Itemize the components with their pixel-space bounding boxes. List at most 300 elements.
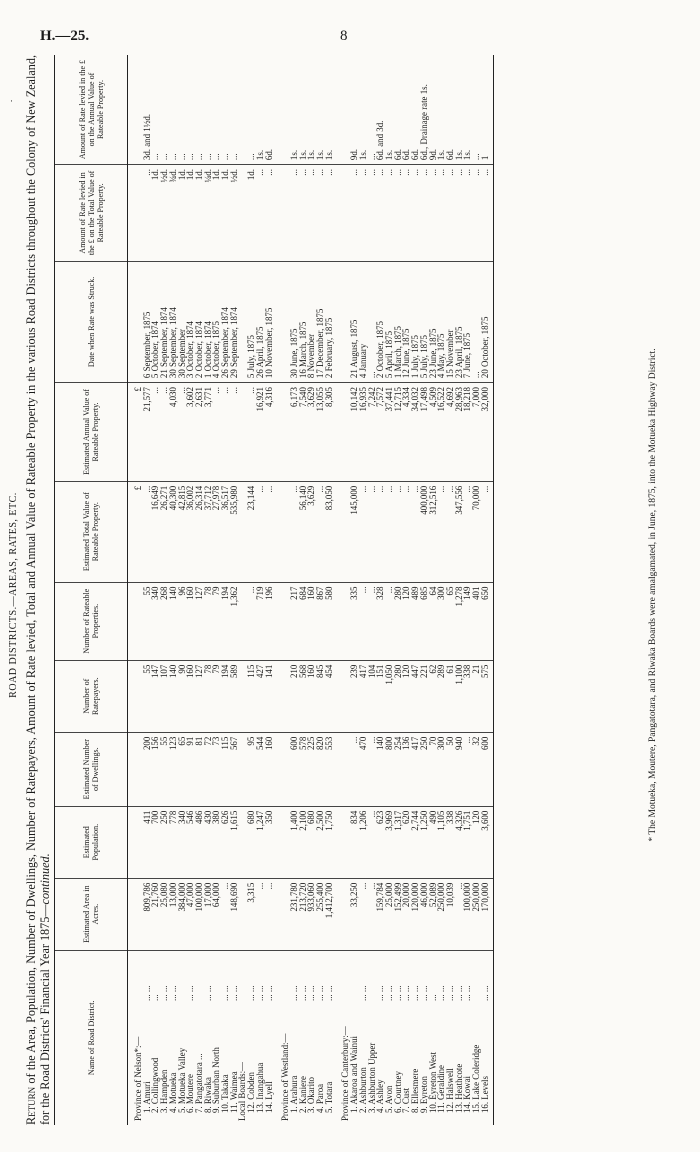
cell-area: ...: [455, 878, 464, 950]
cell-props: 335: [350, 582, 359, 660]
cell-rt: ...: [256, 165, 265, 262]
cell-annual: ...: [160, 383, 169, 482]
cell-annual: [238, 383, 247, 482]
cell-props: 196: [265, 582, 274, 660]
cell-total: 16,649: [151, 481, 160, 582]
cell-total: ...: [359, 481, 368, 582]
cell-props: 127: [195, 582, 204, 660]
cell-ra: 6d.: [394, 55, 403, 165]
cell-date: 7 June, 1875: [463, 261, 472, 382]
district-name: 10. Eyreton West: [427, 1052, 438, 1113]
cell-payers: [333, 660, 350, 732]
cell-props: 401: [472, 582, 481, 660]
cell-payers: 575: [481, 660, 494, 732]
cell-date: 30 June, 1875: [290, 261, 299, 382]
cell-rt: [333, 165, 350, 262]
column-header: Number of Ratepayers.: [55, 660, 128, 732]
leader-dots: ... ...: [263, 985, 274, 1001]
cell-pop: 250: [160, 806, 169, 878]
cell-payers: 141: [265, 660, 274, 732]
cell-ra: 6d. and 3d.: [376, 55, 385, 165]
footnote: * The Motueka, Moutere, Pangatotara, and Riwaka Boards were amalgamated, in June, 1875, into the Motueka Highway District.: [648, 348, 658, 842]
cell-total: ...: [481, 481, 494, 582]
cell-rt: ...: [307, 165, 316, 262]
cell-payers: 78: [204, 660, 213, 732]
cell-area: 933,060: [307, 878, 316, 950]
leader-dots: ... ...: [479, 985, 490, 1001]
cell-dwell: 91: [186, 732, 195, 806]
cell-total: 27,978: [212, 481, 221, 582]
leader-dots: ...: [427, 994, 438, 1001]
cell-annual: 6,173: [290, 383, 299, 482]
cell-ra: 1s.: [307, 55, 316, 165]
cell-rt: ...: [368, 165, 377, 262]
table-row: [481, 55, 494, 1125]
cell-annual: 12,715: [394, 383, 403, 482]
cell-rt: [128, 165, 143, 262]
column-header: Amount of Rate levied in the £ on the Annual Value of Rateable Property.: [55, 55, 128, 165]
cell-payers: [128, 660, 143, 732]
cell-rt: ½d.: [160, 165, 169, 262]
cell-annual: [333, 383, 350, 482]
cell-rt: ...: [481, 165, 494, 262]
cell-props: 1,362: [230, 582, 239, 660]
cell-payers: 61: [446, 660, 455, 732]
district-name: 9. Suburban North: [211, 1047, 222, 1113]
cell-payers: 147: [151, 660, 160, 732]
cell-annual: 10,142: [350, 383, 359, 482]
cell-annual: 4,316: [265, 383, 274, 482]
cell-props: [238, 582, 247, 660]
cell-total: ...: [290, 481, 299, 582]
cell-date: 4 January: [359, 261, 368, 382]
cell-rt: 1d.: [178, 165, 187, 262]
cell-annual: 3,629: [307, 383, 316, 482]
cell-total: 23,144: [247, 481, 256, 582]
title-suffix: continued.: [38, 853, 52, 905]
cell-rt: ...: [437, 165, 446, 262]
cell-ra: 1s.: [437, 55, 446, 165]
cell-rt: ...: [316, 165, 325, 262]
cell-total: ...: [394, 481, 403, 582]
cell-dwell: 156: [151, 732, 160, 806]
cell-date: 23 June, 1875: [429, 261, 438, 382]
cell-total: 312,516: [429, 481, 438, 582]
cell-area: 100,000: [463, 878, 472, 950]
leader-dots: ... ...: [185, 985, 196, 1001]
cell-rt: ...: [455, 165, 464, 262]
page-number: 8: [340, 28, 348, 44]
district-name: 9. Eyreton: [418, 1076, 429, 1113]
cell-pop: 430: [204, 806, 213, 878]
cell-annual: 7,540: [299, 383, 308, 482]
cell-area: 120,000: [411, 878, 420, 950]
cell-payers: 289: [437, 660, 446, 732]
cell-date: 5 July, 1875: [420, 261, 429, 382]
cell-date: 26 September, 1874: [221, 261, 230, 382]
district-name: Province of Nelson*:—: [133, 1036, 143, 1121]
cell-area: 46,000: [420, 878, 429, 950]
district-name: 11. Geraldine: [436, 1065, 447, 1113]
cell-rt: ¼d.: [204, 165, 213, 262]
column-header: Estimated Annual Value of Rateable Property.: [55, 383, 128, 482]
cell-date: 30 September: [178, 261, 187, 382]
cell-total: 42,815: [178, 481, 187, 582]
cell-rt: ...: [429, 165, 438, 262]
district-name: 6. Courtney: [392, 1071, 403, 1113]
cell-ra: ...: [204, 55, 213, 165]
cell-rt: ...: [420, 165, 429, 262]
leader-dots: ... ...: [159, 985, 170, 1001]
cell-rt: ...: [376, 165, 385, 262]
cell-total: 400,000: [420, 481, 429, 582]
cell-payers: 120: [402, 660, 411, 732]
cell-rt: 1d.: [151, 165, 160, 262]
cell-pop: 834: [350, 806, 359, 878]
cell-dwell: 55: [160, 732, 169, 806]
cell-pop: [273, 806, 290, 878]
cell-props: 140: [169, 582, 178, 660]
table-row: [265, 55, 274, 1125]
district-name: 11. Waimea: [228, 1071, 239, 1113]
cell-dwell: 70: [429, 732, 438, 806]
cell-area: 21,760: [151, 878, 160, 950]
cell-total: ...: [143, 481, 152, 582]
cell-ra: 9d.: [350, 55, 359, 165]
cell-total: [273, 481, 290, 582]
cell-ra: 6d., Drainage rate 1s.: [420, 55, 429, 165]
cell-ra: [273, 55, 290, 165]
cell-pop: 1,247: [256, 806, 265, 878]
district-name: 12. Halswell: [444, 1068, 455, 1113]
cell-date: 1 March, 1875: [394, 261, 403, 382]
district-name: 12. Cobden: [246, 1072, 257, 1113]
cell-props: 328: [376, 582, 385, 660]
cell-annual: 37,441: [385, 383, 394, 482]
cell-date: 21 September, 1874: [160, 261, 169, 382]
cell-props: 300: [437, 582, 446, 660]
cell-date: 2 October, 1874: [195, 261, 204, 382]
cell-ra: 1s.: [385, 55, 394, 165]
cell-dwell: 417: [411, 732, 420, 806]
cell-ra: [238, 55, 247, 165]
cell-date: 10 November, 1875: [265, 261, 274, 382]
cell-annual: 28,963: [455, 383, 464, 482]
district-name: 4. Paroa: [315, 1083, 326, 1113]
cell-annual: 4,030: [169, 383, 178, 482]
cell-area: 384,000: [178, 878, 187, 950]
cell-payers: 160: [186, 660, 195, 732]
cell-total: ...: [446, 481, 455, 582]
cell-area: 52,089: [429, 878, 438, 950]
cell-dwell: 600: [290, 732, 299, 806]
cell-props: 160: [307, 582, 316, 660]
leader-dots: ...: [150, 994, 161, 1001]
cell-rt: ...: [472, 165, 481, 262]
district-name: 2. Collingwood: [150, 1057, 161, 1113]
cell-payers: 447: [411, 660, 420, 732]
leader-dots: ... ...: [462, 985, 473, 1001]
cell-annual: 17,498: [420, 383, 429, 482]
cell-date: 3 October, 1874: [186, 261, 195, 382]
cell-ra: 1s.: [299, 55, 308, 165]
cell-total: 83,050: [325, 481, 334, 582]
cell-dwell: ...: [463, 732, 472, 806]
cell-annual: 4,692: [446, 383, 455, 482]
district-name: Local Boards:—: [237, 1062, 248, 1121]
cell-total: £: [128, 481, 143, 582]
cell-rt: 1d.: [247, 165, 256, 262]
cell-props: ...: [368, 582, 377, 660]
cell-dwell: [128, 732, 143, 806]
column-header: Estimated Population.: [55, 806, 128, 878]
cell-payers: 127: [195, 660, 204, 732]
cell-total: ...: [411, 481, 420, 582]
leader-dots: ... ...: [220, 985, 231, 1001]
cell-payers: 845: [316, 660, 325, 732]
cell-props: 867: [316, 582, 325, 660]
leader-dots: ... ...: [228, 985, 239, 1001]
district-name-cell: [128, 950, 143, 1125]
cell-ra: ...: [368, 55, 377, 165]
cell-total: 40,300: [169, 481, 178, 582]
district-name: 13. Inangahua: [254, 1062, 265, 1113]
cell-area: 25,080: [160, 878, 169, 950]
district-name: 15. Lake Coleridge: [471, 1044, 482, 1113]
cell-dwell: 578: [299, 732, 308, 806]
cell-rt: ...: [394, 165, 403, 262]
leader-dots: ... ...: [453, 985, 464, 1001]
cell-ra: ...: [186, 55, 195, 165]
cell-ra: [128, 55, 143, 165]
cell-date: 4 May, 1875: [437, 261, 446, 382]
title-prefix: Return: [24, 1086, 38, 1125]
cell-date: 30 September, 1874: [169, 261, 178, 382]
cell-pop: 350: [265, 806, 274, 878]
cell-total: ...: [402, 481, 411, 582]
speck-mark: ·: [10, 96, 13, 106]
cell-props: 96: [178, 582, 187, 660]
cell-props: 64: [429, 582, 438, 660]
cell-rt: ...: [143, 165, 152, 262]
cell-pop: 3,969: [385, 806, 394, 878]
leader-dots: ... ...: [254, 985, 265, 1001]
cell-pop: 4,326: [455, 806, 464, 878]
cell-payers: 140: [169, 660, 178, 732]
cell-rt: 1d.: [221, 165, 230, 262]
cell-ra: 1s.: [325, 55, 334, 165]
cell-date: 16 March, 1875: [299, 261, 308, 382]
cell-pop: 1,206: [359, 806, 368, 878]
district-name: 1. Amuri: [141, 1081, 152, 1113]
cell-pop: 1,250: [420, 806, 429, 878]
district-name: 7. Pangatotara ...: [193, 1053, 204, 1113]
cell-rt: 1d.: [186, 165, 195, 262]
cell-date: 2 February, 1875: [325, 261, 334, 382]
cell-ra: ...: [178, 55, 187, 165]
cell-total: 26,314: [195, 481, 204, 582]
cell-pop: 2,744: [411, 806, 420, 878]
column-header: Estimated Area in Acres.: [55, 878, 128, 950]
cell-dwell: [333, 732, 350, 806]
cell-area: ...: [221, 878, 230, 950]
cell-pop: 1,615: [230, 806, 239, 878]
district-name-cell: [325, 950, 334, 1125]
leader-dots: ... ...: [141, 985, 152, 1001]
rotated-table-region: [8, 45, 668, 1145]
leader-dots: ... ...: [306, 985, 317, 1001]
cell-date: 2 October, 1875: [376, 261, 385, 382]
header-row: [55, 55, 128, 1125]
cell-annual: 7,572: [376, 383, 385, 482]
cell-pop: 3,600: [481, 806, 494, 878]
cell-rt: ¾d.: [169, 165, 178, 262]
cell-payers: 160: [307, 660, 316, 732]
cell-date: [273, 261, 290, 382]
table-row: [333, 55, 350, 1125]
cell-props: 719: [256, 582, 265, 660]
leader-dots: ... ...: [288, 985, 299, 1001]
cell-rt: 1d.: [195, 165, 204, 262]
cell-ra: ...: [195, 55, 204, 165]
cell-pop: 680: [247, 806, 256, 878]
cell-rt: ...: [463, 165, 472, 262]
cell-pop: 1,105: [437, 806, 446, 878]
cell-rt: ...: [385, 165, 394, 262]
cell-dwell: 32: [472, 732, 481, 806]
document-reference: H.—25.: [40, 28, 90, 44]
cell-payers: [273, 660, 290, 732]
cell-payers: 280: [394, 660, 403, 732]
cell-annual: 8,305: [325, 383, 334, 482]
cell-props: 194: [221, 582, 230, 660]
cell-rt: ...: [290, 165, 299, 262]
cell-props: [273, 582, 290, 660]
cell-dwell: 115: [221, 732, 230, 806]
district-name: 1. Arahura: [288, 1075, 299, 1113]
cell-dwell: 600: [481, 732, 494, 806]
cell-ra: 1: [481, 55, 494, 165]
cell-pop: 700: [151, 806, 160, 878]
cell-props: 280: [394, 582, 403, 660]
cell-props: [333, 582, 350, 660]
cell-props: 79: [212, 582, 221, 660]
cell-props: 684: [299, 582, 308, 660]
cell-area: ...: [256, 878, 265, 950]
cell-date: 5 April, 1875: [385, 261, 394, 382]
cell-props: 160: [186, 582, 195, 660]
cell-area: 13,000: [169, 878, 178, 950]
cell-area: 100,000: [195, 878, 204, 950]
district-name: 14. Lyell: [263, 1081, 274, 1113]
cell-annual: 16,921: [256, 383, 265, 482]
cell-dwell: 65: [178, 732, 187, 806]
cell-area: 170,000: [481, 878, 494, 950]
cell-props: 217: [290, 582, 299, 660]
cell-ra: ...: [169, 55, 178, 165]
cell-props: 580: [325, 582, 334, 660]
cell-ra: 6d.: [402, 55, 411, 165]
cell-ra: 1s.: [316, 55, 325, 165]
cell-props: 489: [411, 582, 420, 660]
cell-dwell: 820: [316, 732, 325, 806]
cell-pop: ...: [368, 806, 377, 878]
cell-date: 29 September, 1874: [230, 261, 239, 382]
cell-area: 152,499: [394, 878, 403, 950]
cell-annual: 18,218: [463, 383, 472, 482]
cell-payers: 151: [376, 660, 385, 732]
cell-dwell: 81: [195, 732, 204, 806]
cell-props: 1,278: [455, 582, 464, 660]
district-name: 4. Ashley: [375, 1079, 386, 1113]
cell-pop: 2,100: [299, 806, 308, 878]
cell-pop: 2,500: [316, 806, 325, 878]
district-name: 4. Motueka: [167, 1072, 178, 1113]
cell-props: 78: [204, 582, 213, 660]
cell-pop: 778: [169, 806, 178, 878]
leader-dots: ... ...: [410, 985, 421, 1001]
cell-area: 33,250: [350, 878, 359, 950]
cell-annual: [273, 383, 290, 482]
cell-payers: 589: [230, 660, 239, 732]
cell-ra: 1s.: [256, 55, 265, 165]
cell-ra: 1s.: [463, 55, 472, 165]
cell-total: 347,556: [455, 481, 464, 582]
cell-total: 145,000: [350, 481, 359, 582]
column-header: Estimated Total Value of Rateable Property.: [55, 481, 128, 582]
section-title: ROAD DISTRICTS.—AREAS, RATES, ETC.: [8, 492, 19, 698]
cell-total: ...: [368, 481, 377, 582]
cell-date: 6 September, 1875: [143, 261, 152, 382]
cell-annual: ...: [247, 383, 256, 482]
district-name: 3. Okarito: [306, 1077, 317, 1113]
cell-area: ...: [368, 878, 377, 950]
cell-payers: 1,100: [455, 660, 464, 732]
road-district-table: [54, 55, 494, 1125]
cell-annual: 2,631: [195, 383, 204, 482]
cell-props: 650: [481, 582, 494, 660]
cell-pop: 490: [429, 806, 438, 878]
cell-area: 20,000: [402, 878, 411, 950]
cell-annual: ...: [212, 383, 221, 482]
cell-total: 36,517: [221, 481, 230, 582]
cell-payers: 115: [247, 660, 256, 732]
cell-pop: 680: [307, 806, 316, 878]
cell-area: 250,000: [472, 878, 481, 950]
cell-total: ...: [437, 481, 446, 582]
cell-date: 26 April, 1875: [256, 261, 265, 382]
cell-annual: 16,522: [437, 383, 446, 482]
cell-annual: 3,602: [186, 383, 195, 482]
cell-payers: 454: [325, 660, 334, 732]
cell-date: 1 July, 1875: [411, 261, 420, 382]
cell-total: 36,002: [186, 481, 195, 582]
column-header: Name of Road District.: [55, 950, 128, 1125]
cell-annual: ...: [221, 383, 230, 482]
cell-area: 148,690: [230, 878, 239, 950]
cell-rt: ...: [265, 165, 274, 262]
cell-props: 65: [446, 582, 455, 660]
cell-area: 64,000: [212, 878, 221, 950]
table-row: [230, 55, 239, 1125]
leader-dots: ... ...: [315, 985, 326, 1001]
district-name: 5. Motueka Valley: [176, 1047, 187, 1113]
cell-date: ...: [472, 261, 481, 382]
district-name-cell: [333, 950, 350, 1125]
cell-dwell: 254: [394, 732, 403, 806]
cell-annual: 4,334: [402, 383, 411, 482]
cell-dwell: ...: [368, 732, 377, 806]
